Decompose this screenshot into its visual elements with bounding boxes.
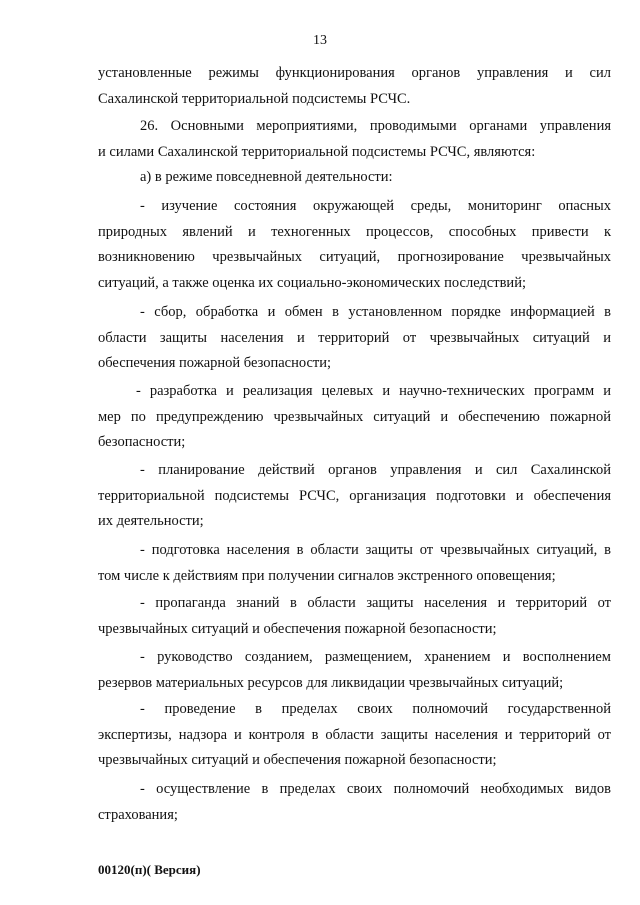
text-line: их деятельности; [98,513,204,529]
text-line: - пропаганда знаний в области защиты населения и территорий от [140,595,611,611]
text-line: установленные режимы функционирования органов управления и сил [98,65,611,81]
text-line: природных явлений и техногенных процессов, способных привести к [98,223,611,240]
paragraph-subheading [98,165,611,191]
text-line: - сбор, обработка и обмен в установленном порядке информацией в [140,304,611,320]
text-line: Сахалинской территориальной подсистемы РСЧС. [98,90,411,107]
list-item [98,379,611,456]
text-line: возникновению чрезвычайных ситуаций, прогнозирование чрезвычайных [98,249,611,265]
text-line: безопасности; [98,434,186,450]
text-line: - планирование действий органов управления и сил Сахалинской [140,462,611,478]
text-line: экспертизы, надзора и контроля в области защиты населения и территорий от [98,726,611,743]
list-item [98,697,611,774]
text-line: - подготовка населения в области защиты от чрезвычайных ситуаций, в [140,542,611,558]
list-item [98,300,611,377]
paragraph-continuation [98,61,611,112]
text-line: обеспечения пожарной безопасности; [98,355,332,371]
list-item [98,538,611,589]
text-line: - проведение в пределах своих полномочий государственной [140,701,611,717]
text-line: а) в режиме повседневной деятельности: [140,169,393,185]
text-line: - разработка и реализация целевых и научно-технических программ и [136,383,611,399]
text-line: ситуаций, а также оценка их социально-экономических последствий; [98,274,526,291]
list-item [98,645,611,696]
list-item [98,194,611,296]
text-line: том числе к действиям при получении сигналов экстренного оповещения; [98,567,556,584]
text-line: резервов материальных ресурсов для ликвидации чрезвычайных ситуаций; [98,674,564,691]
text-line: страхования; [98,806,178,823]
text-line: - осуществление в пределах своих полномочий необходимых видов [140,781,611,797]
text-line: мер по предупреждению чрезвычайных ситуаций и обеспечению пожарной [98,408,611,425]
text-line: чрезвычайных ситуаций и обеспечения пожарной безопасности; [98,620,497,637]
text-line: - изучение состояния окружающей среды, мониторинг опасных [140,198,611,214]
document-version-footer: 00120(п)( Версия) [98,862,201,877]
text-line: и силами Сахалинской территориальной подсистемы РСЧС, являются: [98,143,536,160]
text-line: 26. Основными мероприятиями, проводимыми органами управления [140,118,611,134]
list-item [98,591,611,642]
list-item [98,458,611,535]
text-line: - руководство созданием, размещением, хранением и восполнением [140,649,611,665]
text-line: области защиты населения и территорий от чрезвычайных ситуаций и [98,329,611,346]
text-line: чрезвычайных ситуаций и обеспечения пожарной безопасности; [98,752,497,768]
list-item [98,777,611,828]
text-line: территориальной подсистемы РСЧС, организация подготовки и обеспечения [98,487,611,504]
page-number: 13 [313,33,327,48]
paragraph-item-26 [98,114,611,165]
